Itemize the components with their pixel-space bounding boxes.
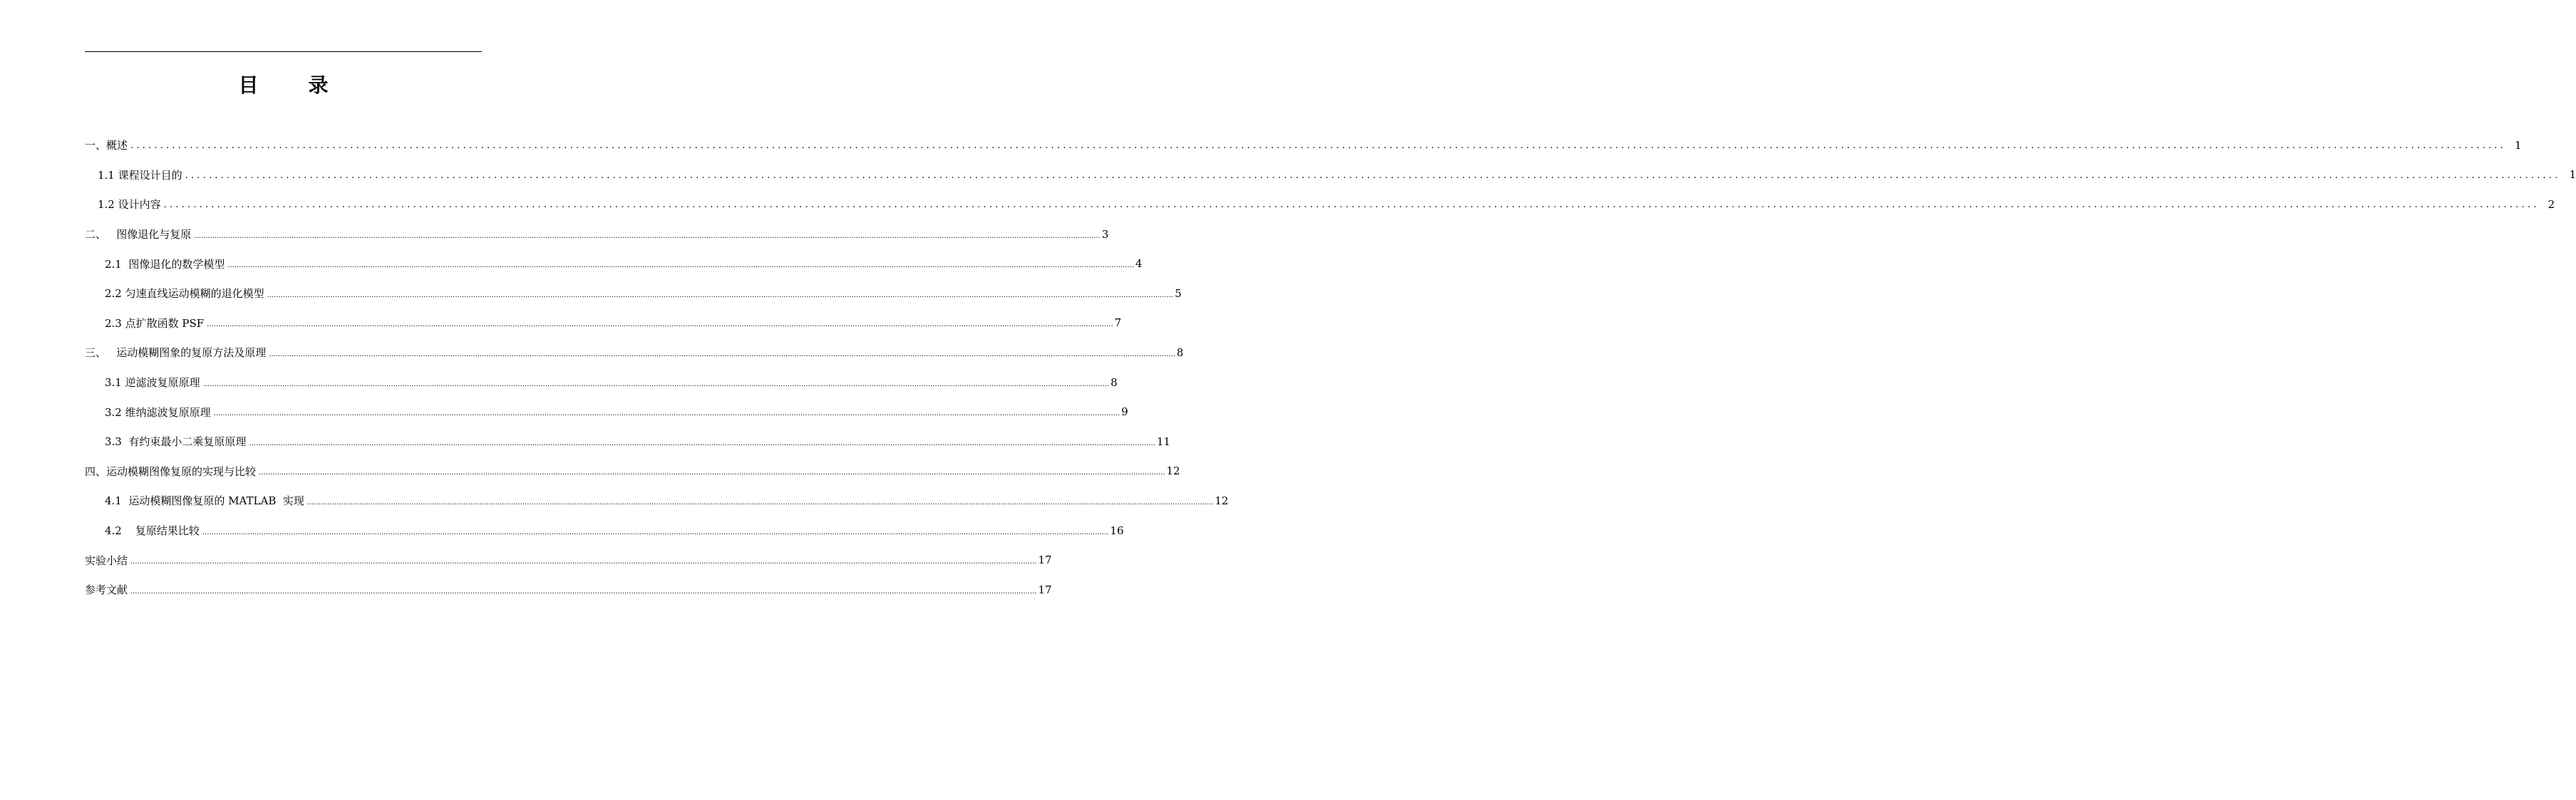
toc-entry-label: 四、运动模糊图像复原的实现与比较 bbox=[85, 464, 257, 478]
toc-entry-page: 4 bbox=[1135, 257, 1143, 271]
toc-entry-label: 2.1 图像退化的数学模型 bbox=[105, 257, 225, 271]
toc-entry-page: 5 bbox=[1175, 286, 1182, 300]
toc-entry-page: 17 bbox=[1038, 583, 1052, 596]
toc-entry-page: 1 bbox=[2514, 138, 2522, 152]
toc-entry-label: 1.1 课程设计目的 bbox=[98, 168, 182, 182]
toc-entry-page: 17 bbox=[1038, 554, 1052, 567]
header-rule bbox=[85, 51, 482, 52]
toc-entry[interactable] bbox=[85, 279, 1182, 308]
toc-leader-dots: ................................................................................................................................................................................................................................................................................................................................................................................................................ bbox=[213, 410, 1120, 418]
toc-leader-dots: ................................................................................................................................................................................................................................................................................................................................................................................................................ bbox=[249, 439, 1155, 447]
toc-entry-page: 7 bbox=[1114, 316, 1122, 330]
toc-entry[interactable] bbox=[85, 516, 1124, 546]
toc-leader-dots: ................................................................................................................................................................................................................................................................................................................................................................................................................ bbox=[269, 350, 1175, 358]
toc-entry-page: 1 bbox=[2569, 168, 2576, 182]
toc-leader-dots: ................................................................................................................................................................................................................................................................................................................................................................................................................ bbox=[130, 587, 1037, 596]
title-char-1: 目 bbox=[238, 73, 259, 97]
toc-entry[interactable] bbox=[85, 189, 2555, 219]
toc-entry[interactable] bbox=[85, 457, 1180, 487]
toc-entry[interactable] bbox=[85, 338, 1184, 368]
toc-leader-dots: ................................................................................................................................................................................................................................................................................................................................................................................................................ bbox=[202, 380, 1110, 388]
toc-entry-label: 实验小结 bbox=[85, 554, 128, 567]
toc-entry[interactable] bbox=[85, 130, 2522, 160]
toc-entry-label: 4.2 复原结果比较 bbox=[105, 524, 200, 538]
toc-entry-page: 8 bbox=[1111, 375, 1118, 389]
table-of-contents bbox=[85, 130, 2576, 605]
toc-leader-dots: ................................................................................................................................................................................................................................................................................................................................................................................................................ bbox=[163, 199, 2540, 211]
toc-entry[interactable] bbox=[85, 427, 1170, 457]
toc-leader-dots: ................................................................................................................................................................................................................................................................................................................................................................................................................ bbox=[227, 261, 1134, 270]
toc-entry-page: 2 bbox=[2547, 197, 2555, 211]
toc-leader-dots: ................................................................................................................................................................................................................................................................................................................................................................................................................ bbox=[202, 528, 1109, 536]
toc-entry-label: 4.1 运动模糊图像复原的 MATLAB 实现 bbox=[105, 494, 304, 508]
toc-entry[interactable] bbox=[85, 397, 1128, 427]
toc-entry[interactable] bbox=[85, 545, 1052, 575]
toc-entry-page: 12 bbox=[1166, 464, 1180, 478]
toc-leader-dots: ................................................................................................................................................................................................................................................................................................................................................................................................................ bbox=[130, 558, 1037, 566]
toc-entry-label: 3.1 逆滤波复原原理 bbox=[105, 376, 200, 390]
toc-entry-page: 11 bbox=[1156, 435, 1170, 448]
toc-leader-dots: ................................................................................................................................................................................................................................................................................................................................................................................................................ bbox=[306, 498, 1214, 507]
toc-entry-page: 9 bbox=[1121, 405, 1128, 419]
toc-leader-dots: ................................................................................................................................................................................................................................................................................................................................................................................................................ bbox=[130, 140, 2506, 152]
toc-entry-label: 1.2 设计内容 bbox=[98, 198, 161, 212]
toc-entry[interactable] bbox=[85, 308, 1122, 338]
toc-entry-label: 二、 图像退化与复原 bbox=[85, 228, 192, 241]
toc-entry-page: 16 bbox=[1110, 524, 1124, 537]
toc-entry-label: 一、概述 bbox=[85, 139, 128, 152]
toc-leader-dots: ................................................................................................................................................................................................................................................................................................................................................................................................................ bbox=[194, 232, 1101, 240]
toc-entry[interactable] bbox=[85, 219, 1109, 249]
toc-entry[interactable] bbox=[85, 249, 1143, 279]
title-char-2: 录 bbox=[308, 73, 329, 97]
toc-leader-dots: ................................................................................................................................................................................................................................................................................................................................................................................................................ bbox=[207, 321, 1113, 329]
toc-leader-dots: ................................................................................................................................................................................................................................................................................................................................................................................................................ bbox=[267, 291, 1174, 299]
toc-leader-dots: ................................................................................................................................................................................................................................................................................................................................................................................................................ bbox=[185, 170, 2561, 181]
toc-entry-label: 三、 运动模糊图象的复原方法及原理 bbox=[85, 346, 267, 360]
toc-entry-label: 2.2 匀速直线运动模糊的退化模型 bbox=[105, 287, 264, 301]
toc-entry[interactable] bbox=[85, 160, 2576, 190]
toc-entry-page: 3 bbox=[1101, 227, 1109, 241]
toc-entry[interactable] bbox=[85, 486, 1229, 516]
toc-entry-label: 3.3 有约束最小二乘复原原理 bbox=[105, 435, 247, 449]
page-title bbox=[85, 70, 482, 98]
toc-entry-label: 3.2 维纳滤波复原原理 bbox=[105, 405, 211, 419]
toc-entry-label: 参考文献 bbox=[85, 583, 128, 597]
toc-entry[interactable] bbox=[85, 575, 1052, 605]
toc-leader-dots: ................................................................................................................................................................................................................................................................................................................................................................................................................ bbox=[259, 469, 1165, 477]
toc-entry[interactable] bbox=[85, 368, 1118, 398]
toc-entry-page: 8 bbox=[1176, 346, 1184, 359]
toc-entry-label: 2.3 点扩散函数 PSF bbox=[105, 316, 205, 330]
toc-entry-page: 12 bbox=[1215, 494, 1229, 507]
